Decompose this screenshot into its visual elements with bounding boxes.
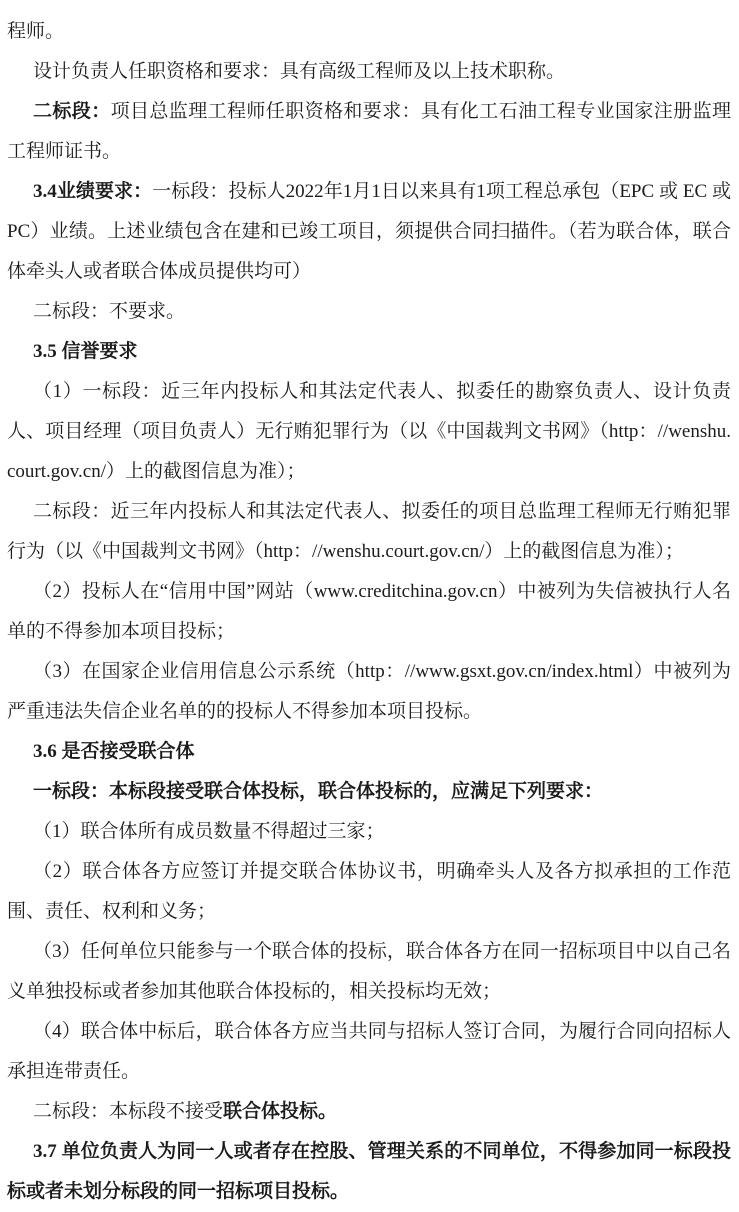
text-run: （3）在国家企业信用信息公示系统（http：//www.gsxt.gov.cn/index.html）中被列为严重违法失信企业名单的的投标人不得参加本项目投标。	[7, 661, 731, 722]
para-section2-supervisor-qualification	[7, 92, 731, 172]
para-credit-item1-section2	[7, 492, 731, 572]
text-run: （1）一标段：近三年内投标人和其法定代表人、拟委任的勘察负责人、设计负责人、项目经理（项目负责人）无行贿犯罪行为（以《中国裁判文书网》（http：//wenshu.court.gov.cn/）上的截图信息为准）；	[7, 381, 731, 482]
para-consortium-rule1	[7, 812, 731, 852]
bold-text-run: 二标段：	[33, 101, 111, 122]
bold-text-run: 3.5 信誉要求	[33, 341, 138, 362]
text-run: 程师。	[7, 21, 65, 42]
text-run: （3）任何单位只能参与一个联合体的投标，联合体各方在同一招标项目中以自己名义单独投标或者参加其他联合体投标的，相关投标均无效；	[7, 941, 731, 1002]
para-section2-no-requirement	[7, 292, 731, 332]
text-run: 二标段：近三年内投标人和其法定代表人、拟委任的项目总监理工程师无行贿犯罪行为（以《中国裁判文书网》（http：//wenshu.court.gov.cn/）上的截图信息为准）；	[7, 501, 731, 562]
para-credit-item3	[7, 652, 731, 732]
para-consortium-rule4	[7, 1012, 731, 1092]
text-run: 二标段：本标段不接受	[33, 1101, 224, 1122]
para-continuation-engineer	[7, 12, 731, 52]
bold-text-run: 一标段：本标段接受联合体投标，联合体投标的，应满足下列要求：	[33, 781, 604, 802]
text-run: 项目总监理工程师任职资格和要求：具有化工石油工程专业国家注册监理工程师证书。	[7, 101, 731, 162]
bold-text-run: 联合体投标。	[223, 1101, 338, 1122]
para-consortium-section1-accept	[7, 772, 731, 812]
heading-3-5-credit-requirement	[7, 332, 731, 372]
para-consortium-section2-reject	[7, 1092, 731, 1132]
text-run: 二标段：不要求。	[33, 301, 186, 322]
bold-text-run: 3.4业绩要求：	[33, 181, 153, 202]
para-consortium-rule3	[7, 932, 731, 1012]
bold-text-run: 3.6 是否接受联合体	[33, 741, 195, 762]
para-3-4-performance-requirement	[7, 172, 731, 292]
text-run: 设计负责人任职资格和要求：具有高级工程师及以上技术职称。	[33, 61, 566, 82]
para-consortium-rule2	[7, 852, 731, 932]
text-run: 一标段：投标人2022年1月1日以来具有1项工程总承包（EPC 或 EC 或 PC）业绩。上述业绩包含在建和已竣工项目，须提供合同扫描件。（若为联合体，联合体牵头人或者联合体成员提供均可）	[7, 181, 731, 282]
bold-text-run: 3.7 单位负责人为同一人或者存在控股、管理关系的不同单位，不得参加同一标段投标或者未划分标段的同一招标项目投标。	[7, 1141, 731, 1202]
para-3-7-same-controller-restriction	[7, 1132, 731, 1212]
text-run: （1）联合体所有成员数量不得超过三家；	[33, 821, 385, 842]
text-run: （4）联合体中标后，联合体各方应当共同与招标人签订合同，为履行合同向招标人承担连带责任。	[7, 1021, 731, 1082]
text-run: （2）投标人在“信用中国”网站（www.creditchina.gov.cn）中被列为失信被执行人名单的不得参加本项目投标；	[7, 581, 731, 642]
document-body	[7, 12, 731, 1212]
text-run: （2）联合体各方应签订并提交联合体协议书，明确牵头人及各方拟承担的工作范围、责任、权利和义务；	[7, 861, 731, 922]
heading-3-6-consortium	[7, 732, 731, 772]
para-credit-item2	[7, 572, 731, 652]
para-design-lead-qualification	[7, 52, 731, 92]
para-credit-item1-section1	[7, 372, 731, 492]
